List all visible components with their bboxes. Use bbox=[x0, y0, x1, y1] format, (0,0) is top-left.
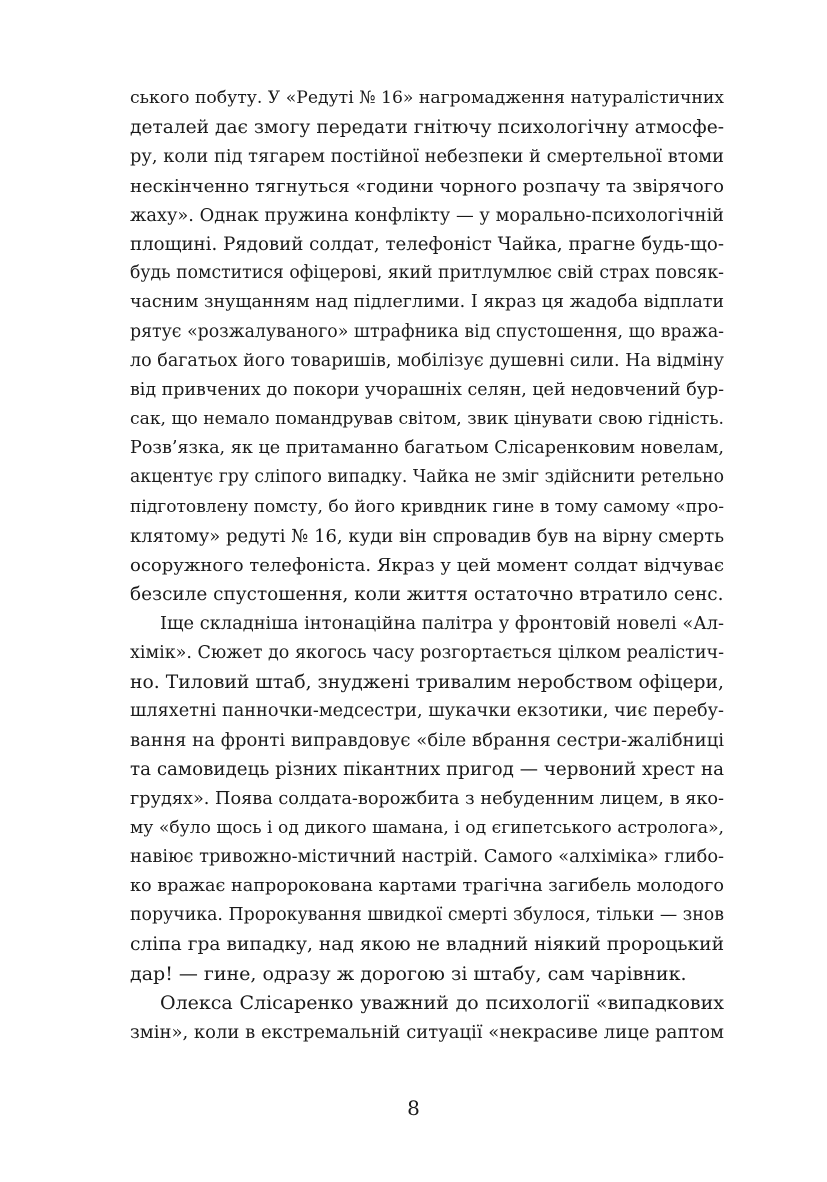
text-line: му «було щось і од дикого шамана, і од єгипетського астролога», bbox=[130, 817, 724, 838]
text-line: площині. Рядовий солдат, телефоніст Чайка, прагне будь-що- bbox=[130, 233, 724, 255]
text-line: будь помститися офіцерові, який притлумлює свій страх повсяк- bbox=[130, 263, 724, 284]
text-line: хімік». Сюжет до якогось часу розгортається цілком реалістич- bbox=[130, 642, 724, 663]
text-line: підготовлену помсту, бо його кривдник гине в тому самому «про- bbox=[130, 496, 724, 517]
text-line: Іще складніша інтонаційна палітра у фронтовій новелі «Ал- bbox=[160, 613, 724, 635]
text-line: дар! — гине, одразу ж дорогою зі штабу, сам чарівник. bbox=[130, 962, 687, 985]
text-line: ло багатьох його товаришів, мобілізує душевні сили. На відміну bbox=[130, 350, 724, 371]
text-line: ко вражає напророкована картами трагічна загибель молодого bbox=[130, 876, 724, 897]
text-line: деталей дає змогу передати гнітючу психологічну атмосфе- bbox=[130, 117, 724, 139]
text-line: осоружного телефоніста. Якраз у цей момент солдат відчуває bbox=[130, 555, 725, 576]
page-number: 8 bbox=[407, 1096, 420, 1120]
text-line: ру, коли під тягарем постійної небезпеки й смертельної втоми bbox=[130, 146, 724, 168]
text-line: поручика. Пророкування швидкої смерті збулося, тільки — знов bbox=[130, 905, 724, 926]
text-line: клятому» редуті № 16, куди він спровадив був на вірну смерть bbox=[130, 525, 724, 547]
text-line: сак, що немало помандрував світом, звик цінувати свою гідність. bbox=[130, 409, 724, 430]
text-line: часним знущанням над підлеглими. І якраз ця жадоба відплати bbox=[130, 292, 724, 313]
text-line: Розв’язка, як це притаманно багатьом Слісаренковим новелам, bbox=[130, 438, 724, 459]
text-line: жаху». Однак пружина конфлікту — у морально-психологічній bbox=[130, 204, 724, 226]
text-line: грудях». Поява солдата-ворожбита з небуденним лицем, в яко- bbox=[130, 788, 724, 809]
text-line: Олекса Слісаренко уважний до психології «випадкових bbox=[160, 991, 724, 1014]
text-line: від привчених до покори учорашніх селян, цей недовчений бур- bbox=[130, 379, 724, 400]
text-line: навіює тривожно-містичний настрій. Самого «алхіміка» глибо- bbox=[130, 846, 725, 867]
text-line: акцентує гру сліпого випадку. Чайка не зміг здійснити ретельно bbox=[130, 467, 725, 488]
text-line: сліпа гра випадку, над якою не владний ніякий пророцький bbox=[130, 934, 724, 956]
text-line: змін», коли в екстремальній ситуації «некрасиве лице раптом bbox=[130, 1022, 724, 1043]
text-line: рятує «розжалуваного» штрафника від спустошення, що вража- bbox=[130, 321, 724, 342]
text-line: вання на фронті виправдовує «біле вбрання сестри-жалібниці bbox=[130, 730, 724, 752]
text-line: ського побуту. У «Редуті № 16» нагромадження натуралістичних bbox=[130, 88, 724, 108]
text-line: безсиле спустошення, коли життя остаточно втратило сенс. bbox=[130, 584, 724, 606]
text-line: нескінченно тягнуться «години чорного розпачу та звірячого bbox=[130, 175, 724, 197]
text-line: та самовидець різних пікантних пригод — червоний хрест на bbox=[130, 759, 724, 781]
body-text bbox=[130, 84, 724, 1047]
text-line: но. Тиловий штаб, знуджені тривалим неробством офіцери, bbox=[130, 671, 724, 693]
text-line: шляхетні панночки-медсестри, шукачки екзотики, чиє перебу- bbox=[130, 700, 724, 721]
